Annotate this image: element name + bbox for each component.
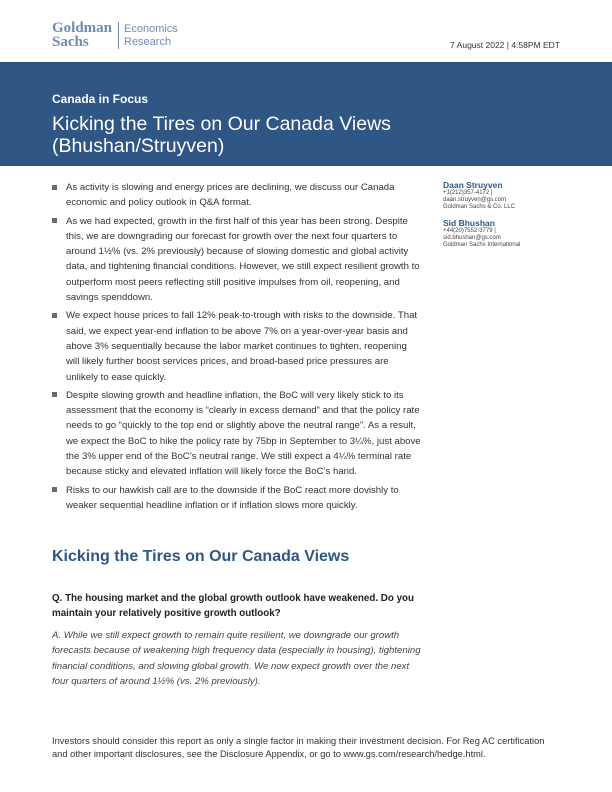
author-email[interactable]: daan.struyven@gs.com: [443, 197, 507, 203]
author-phone: +1(212)357-4172 |: [443, 190, 493, 196]
author-name[interactable]: Sid Bhushan: [443, 218, 495, 228]
author-card: [443, 180, 573, 211]
bullet-text: We expect house prices to fall 12% peak-to-trough with risks to the downside. That said, we expect year-end inflation to be above 7% on a year-over-year basis and above 3% sequentially because the labor market continues to tighten, reopening will likely further boost services prices, and broad-based price pressures are unlikely to ease quickly.: [66, 310, 418, 383]
logo-divider: [118, 22, 119, 49]
bullet-text: As we had expected, growth in the first half of this year has been strong. Despite this, we are downgrading our forecast for growth over the next four quarters to around 1½% (vs. 2% previously) because of slowing domestic and global activity data, and tightening financial conditions. However, we still expect resilient growth to outperform most peers reflecting still positive impulses from oil, reopening, and savings spenddown.: [66, 215, 420, 304]
report-title: Kicking the Tires on Our Canada Views (Bhushan/Struyven): [52, 113, 391, 157]
author-card: [443, 218, 573, 249]
question-text: Q. The housing market and the global growth outlook have weakened. Do you maintain your relatively positive growth outlook?: [52, 593, 414, 619]
series-label: Canada in Focus: [52, 92, 149, 106]
division-line-1: Economics: [124, 23, 178, 35]
logo-line-2: Sachs: [52, 34, 89, 50]
author-phone: +44(20)7552-3779 |: [443, 228, 496, 234]
bullet-square-icon: [52, 218, 57, 223]
summary-bullet: [52, 180, 422, 211]
bullet-text: Despite slowing growth and headline inflation, the BoC will very likely stick to its assessment that the economy is “clearly in excess demand” and that the policy rate needs to go “quickly to the top end or slightly above the neutral range”. As a result, we expect the BoC to hike the policy rate by 75bp in September to 3¼%, just above the 3% upper end of the BoC’s neutral range. We still expect a 4¼% terminal rate because sticky and elevated inflation will likely force the BoC’s hand.: [66, 389, 421, 478]
logo-line-1: Goldman: [52, 20, 113, 36]
summary-bullets: [52, 180, 422, 516]
bullet-square-icon: [52, 185, 57, 190]
summary-bullet: [52, 308, 422, 384]
author-name[interactable]: Daan Struyven: [443, 180, 503, 190]
section-heading: Kicking the Tires on Our Canada Views: [52, 548, 350, 565]
author-firm: Goldman Sachs International: [443, 242, 521, 248]
author-email[interactable]: sid.bhushan@gs.com: [443, 235, 501, 241]
summary-bullet: [52, 483, 422, 514]
division-name: [124, 23, 178, 48]
publication-date: 7 August 2022 | 4:58PM EDT: [450, 40, 560, 50]
bullet-square-icon: [52, 313, 57, 318]
page-header: [0, 0, 612, 62]
bullet-text: Risks to our hawkish call are to the downside if the BoC react more dovishly to weaker sequential headline inflation or if inflation slows more quickly.: [66, 484, 399, 511]
bullet-text: As activity is slowing and energy prices are declining, we discuss our Canada economic and policy outlook in Q&A format.: [66, 182, 395, 209]
summary-bullet: [52, 214, 422, 306]
author-firm: Goldman Sachs & Co. LLC: [443, 204, 516, 210]
summary-bullet: [52, 388, 422, 480]
division-line-2: Research: [124, 35, 172, 48]
authors-panel: [443, 180, 573, 256]
bullet-square-icon: [52, 392, 57, 397]
goldman-sachs-logo[interactable]: [52, 21, 112, 49]
answer-text: A. While we still expect growth to remain quite resilient, we downgrade our growth forecasts because of weakening high frequency data (especially in housing), tightening financial conditions, and slowing global growth. We now expect growth over the next four quarters of around 1½% (vs. 2% previously).: [52, 630, 421, 687]
bullet-square-icon: [52, 487, 57, 492]
disclaimer-text: Investors should consider this report as only a single factor in making their investment decision. For Reg AC certification and other important disclosures, see the Disclosure Appendix, or go to www.gs.com/research/hedge.html.: [52, 736, 545, 759]
